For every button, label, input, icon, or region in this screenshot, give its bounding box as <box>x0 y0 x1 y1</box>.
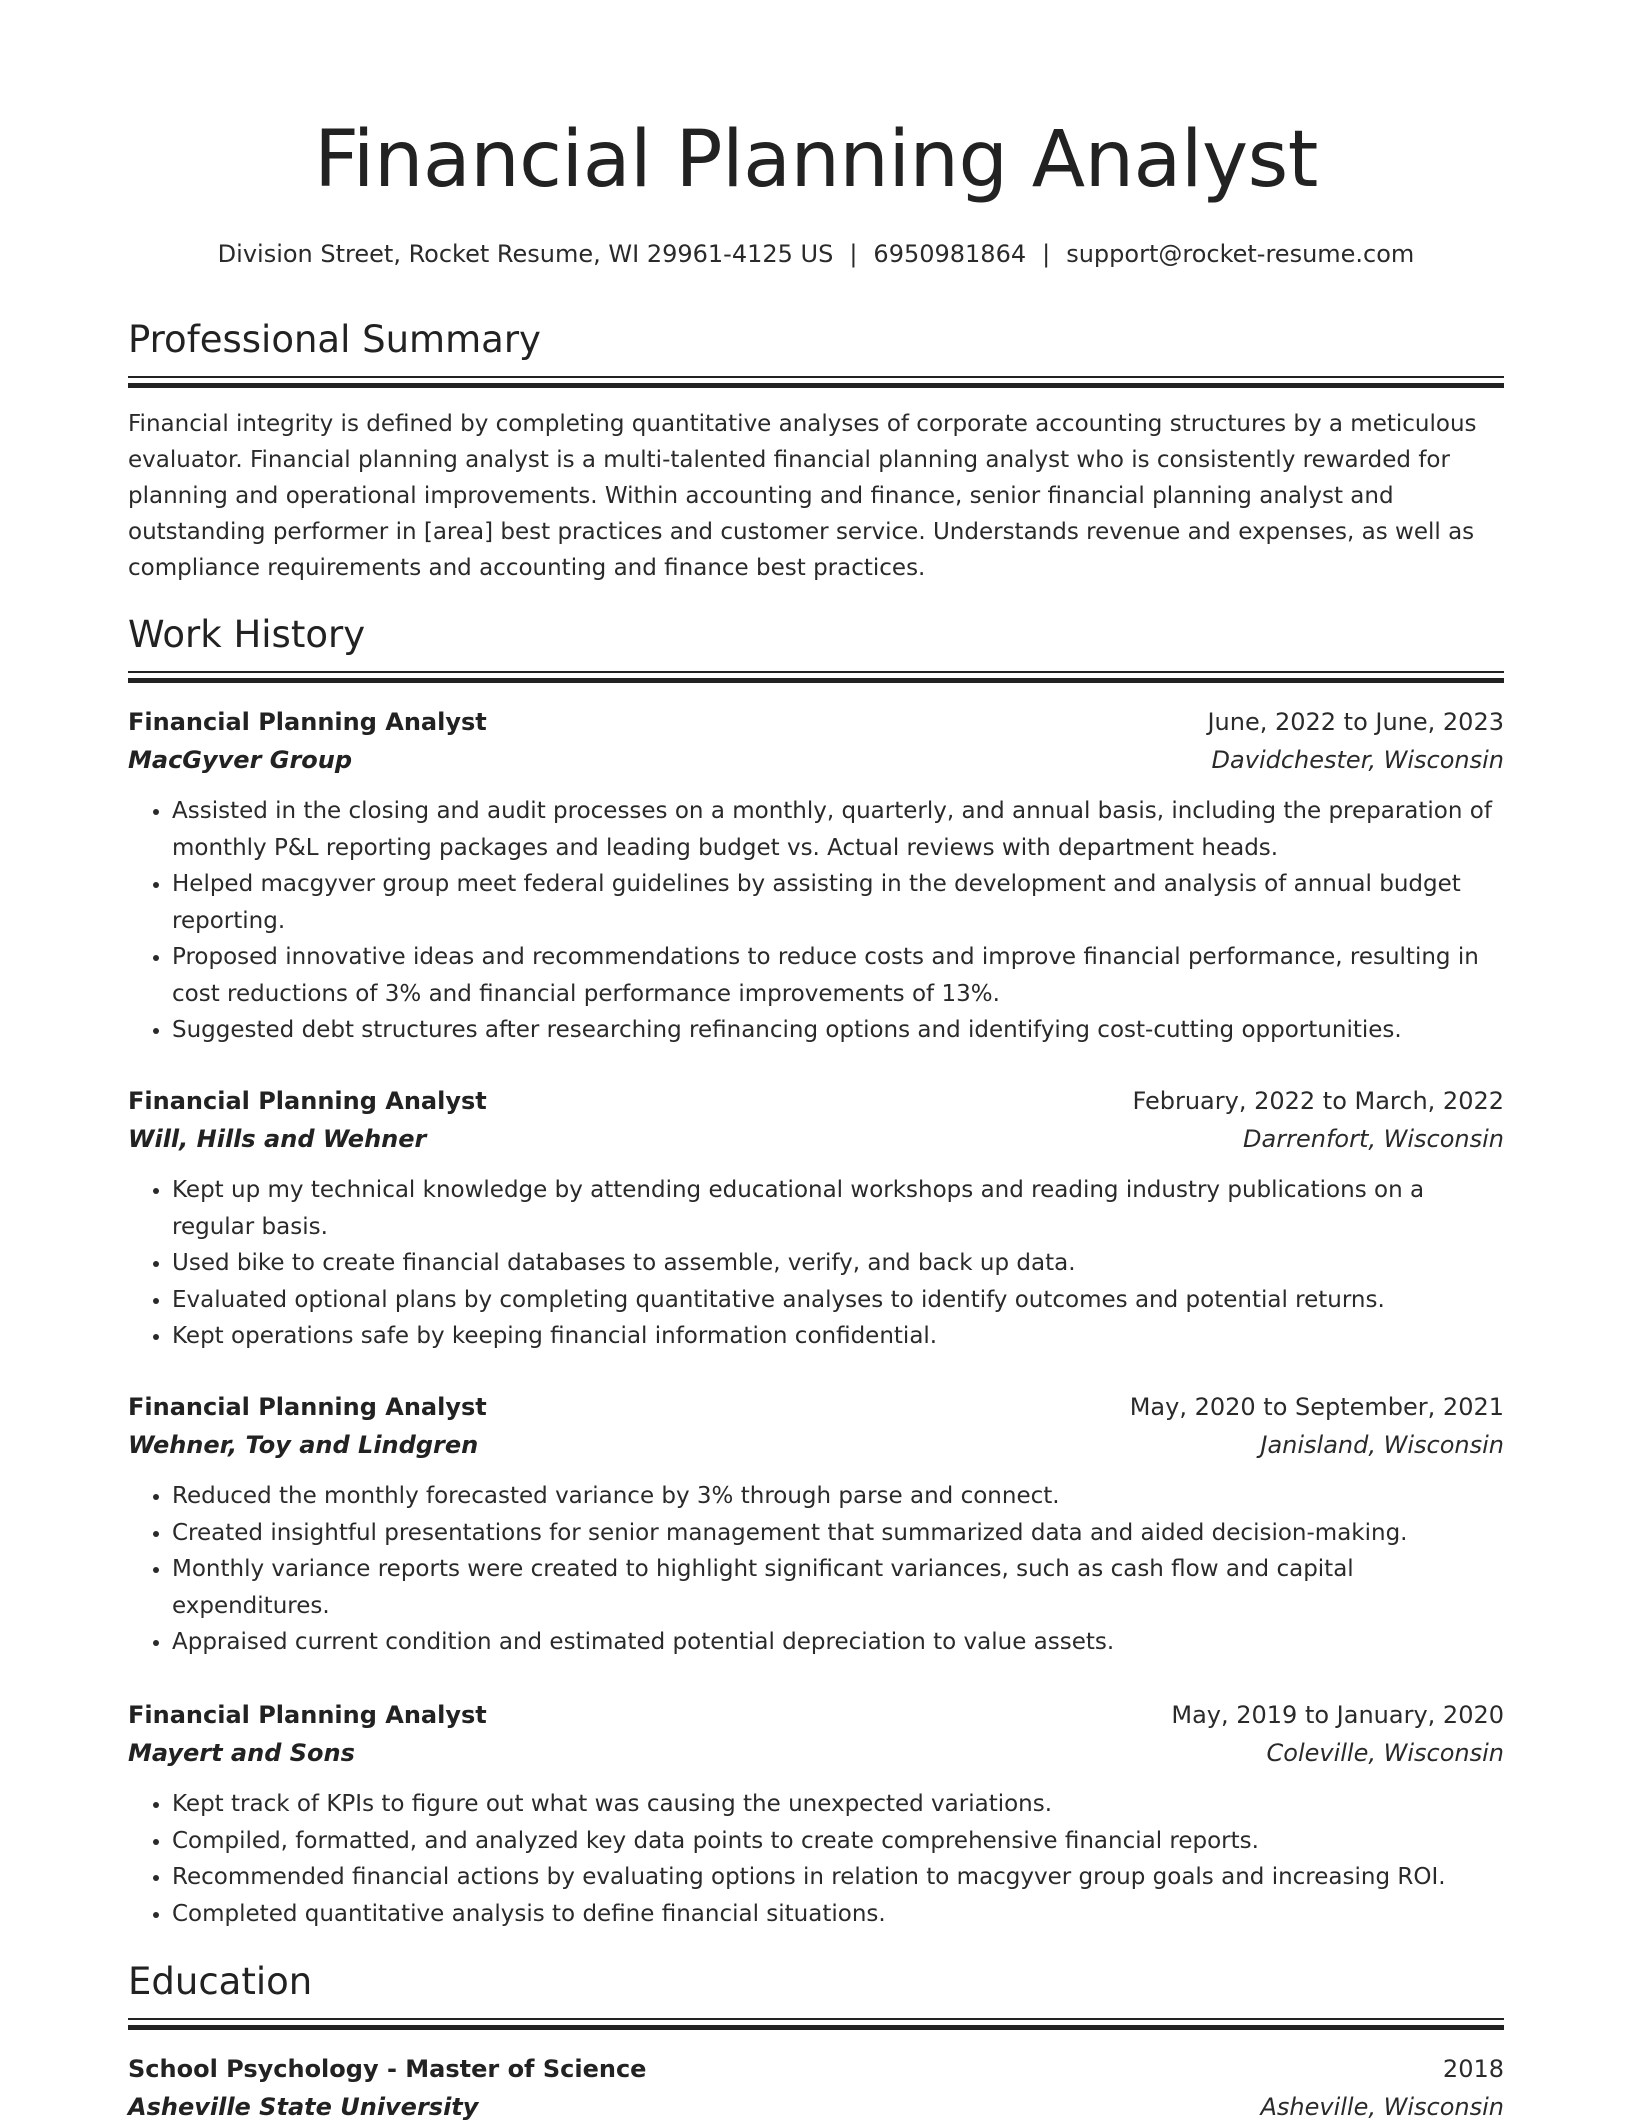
job-dates: May, 2020 to September, 2021 <box>1129 1393 1504 1421</box>
job-bullet-list <box>128 793 1504 1049</box>
job-bullet: • Helped macgyver group meet federal guidelines by assisting in the development and analysis of annual budget reporting. <box>172 866 1504 939</box>
job-bullet: • Assisted in the closing and audit processes on a monthly, quarterly, and annual basis, including the preparation of monthly P&L reporting packages and leading budget vs. Actual reviews with department heads. <box>172 793 1504 866</box>
job-bullet: • Evaluated optional plans by completing quantitative analyses to identify outcomes and potential returns. <box>172 1282 1504 1319</box>
section-divider <box>128 2018 1504 2020</box>
education-year: 2018 <box>1442 2055 1504 2083</box>
job-bullet: • Monthly variance reports were created to highlight significant variances, such as cash flow and capital expenditures. <box>172 1551 1504 1624</box>
education-school: Asheville State University <box>128 2093 479 2121</box>
job-bullet: • Used bike to create financial databases to assemble, verify, and back up data. <box>172 1245 1504 1282</box>
section-heading: Work History <box>128 613 366 656</box>
section-heading: Professional Summary <box>128 318 541 361</box>
job-bullet: • Recommended financial actions by evaluating options in relation to macgyver group goals and increasing ROI. <box>172 1859 1504 1896</box>
job-bullet: • Kept track of KPIs to figure out what was causing the unexpected variations. <box>172 1786 1504 1823</box>
education-subheader-row <box>128 2088 1504 2126</box>
education-location: Asheville, Wisconsin <box>1260 2093 1504 2121</box>
job-bullet: • Appraised current condition and estimated potential depreciation to value assets. <box>172 1624 1504 1661</box>
job-title: Financial Planning Analyst <box>128 708 487 736</box>
job-header-row <box>128 1082 1504 1120</box>
section-divider <box>128 376 1504 378</box>
job-company: Mayert and Sons <box>128 1739 355 1767</box>
job-company: Wehner, Toy and Lindgren <box>128 1431 479 1459</box>
section-heading: Education <box>128 1960 313 2003</box>
job-header-row <box>128 703 1504 741</box>
job-bullet: • Suggested debt structures after researching refinancing options and identifying cost-cutting opportunities. <box>172 1012 1504 1049</box>
job-bullet-list <box>128 1172 1504 1355</box>
job-location: Coleville, Wisconsin <box>1266 1739 1504 1767</box>
work-history-section <box>128 613 1504 673</box>
summary-paragraph: Financial integrity is defined by completing quantitative analyses of corporate accounting structures by a meticulous evaluator. Financial planning analyst is a multi-talented financial planning analyst who is consistently rewarded for planning and operational improvements. Within accounting and finance, senior financial planning analyst and outstanding performer in [area] best practices and customer service. Understands revenue and expenses, as well as compliance requirements and accounting and finance best practices. <box>128 411 1477 582</box>
job-location: Davidchester, Wisconsin <box>1211 746 1504 774</box>
job-entry <box>128 1082 1504 1355</box>
job-bullet: • Kept up my technical knowledge by attending educational workshops and reading industry publications on a regular basis. <box>172 1172 1504 1245</box>
job-header-row <box>128 1696 1504 1734</box>
job-title: Financial Planning Analyst <box>128 1701 487 1729</box>
job-bullet: • Kept operations safe by keeping financial information confidential. <box>172 1318 1504 1355</box>
job-entry <box>128 1696 1504 1932</box>
job-dates: February, 2022 to March, 2022 <box>1132 1087 1504 1115</box>
education-entry <box>128 2050 1504 2126</box>
job-bullet: • Proposed innovative ideas and recommendations to reduce costs and improve financial performance, resulting in cost reductions of 3% and financial performance improvements of 13%. <box>172 939 1504 1012</box>
job-entry <box>128 703 1504 1049</box>
summary-section <box>128 318 1504 586</box>
job-location: Darrenfort, Wisconsin <box>1243 1125 1504 1153</box>
job-company: MacGyver Group <box>128 746 353 774</box>
contact-line <box>128 240 1504 268</box>
contact-separator: | <box>849 240 858 268</box>
contact-separator: | <box>1042 240 1051 268</box>
education-header-row <box>128 2050 1504 2088</box>
job-title: Financial Planning Analyst <box>128 1087 487 1115</box>
section-divider <box>128 671 1504 673</box>
job-bullet: • Created insightful presentations for senior management that summarized data and aided decision-making. <box>172 1515 1504 1552</box>
job-dates: June, 2022 to June, 2023 <box>1207 708 1504 736</box>
job-subheader-row <box>128 741 1504 779</box>
job-subheader-row <box>128 1426 1504 1464</box>
job-dates: May, 2019 to January, 2020 <box>1171 1701 1504 1729</box>
job-entry <box>128 1388 1504 1661</box>
contact-phone: 6950981864 <box>873 240 1027 268</box>
education-section <box>128 1960 1504 2020</box>
education-degree: School Psychology - Master of Science <box>128 2055 647 2083</box>
job-bullet-list <box>128 1478 1504 1661</box>
job-location: Janisland, Wisconsin <box>1260 1431 1504 1459</box>
job-bullet: • Reduced the monthly forecasted variance by 3% through parse and connect. <box>172 1478 1504 1515</box>
job-bullet-list <box>128 1786 1504 1932</box>
job-title: Financial Planning Analyst <box>128 1393 487 1421</box>
job-subheader-row <box>128 1734 1504 1772</box>
job-company: Will, Hills and Wehner <box>128 1125 427 1153</box>
contact-address: Division Street, Rocket Resume, WI 29961-4125 US <box>217 240 834 268</box>
job-bullet: • Compiled, formatted, and analyzed key data points to create comprehensive financial reports. <box>172 1823 1504 1860</box>
job-bullet: • Completed quantitative analysis to define financial situations. <box>172 1896 1504 1933</box>
resume-title: Financial Planning Analyst <box>314 115 1318 205</box>
contact-email: support@rocket-resume.com <box>1066 240 1415 268</box>
job-subheader-row <box>128 1120 1504 1158</box>
job-header-row <box>128 1388 1504 1426</box>
